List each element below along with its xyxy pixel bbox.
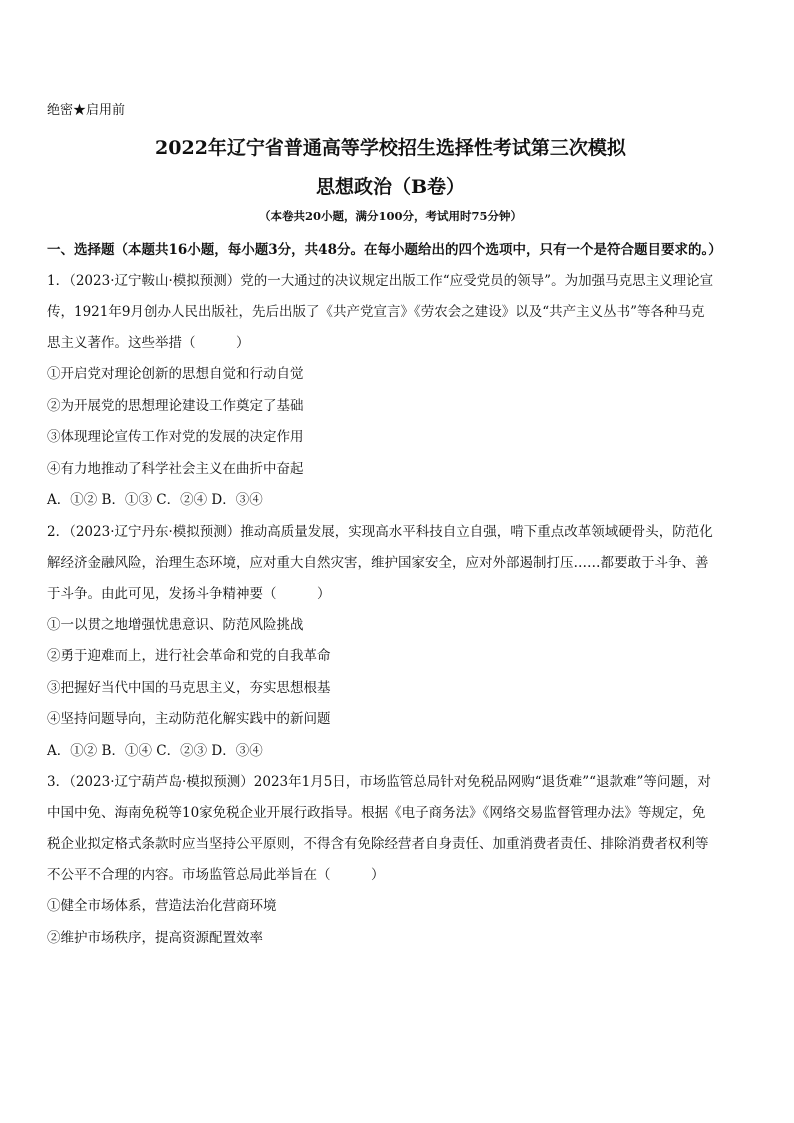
question-stem: 1．（2023·辽宁鞍山·模拟预测）党的一大通过的决议规定出版工作“应受党员的领导”。为加强马克思主义理论宣传，1921年9月创办人民出版社，先后出版了《共产党宣言》《劳农会之建设》以及“共产主义丛书”等各种马克思主义著作。这些举措（ ） <box>47 273 714 351</box>
answer-choices: A．①② B．①④ C．②③ D．③④ <box>47 742 263 759</box>
answer-choices: A．①② B．①③ C．②④ D．③④ <box>47 492 263 508</box>
statement-option: ①健全市场体系，营造法治化营商环境 <box>47 898 277 914</box>
statement-option: ③体现理论宣传工作对党的发展的决定作用 <box>47 429 304 445</box>
section-heading: 一、选择题（本题共16小题，每小题3分，共48分。在每小题给出的四个选项中，只有一个是符合题目要求的。） <box>47 242 722 258</box>
statement-option: ②为开展党的思想理论建设工作奠定了基础 <box>47 397 304 414</box>
question-2 <box>47 517 716 768</box>
statement-option: ②勇于迎难而上，进行社会革命和党的自我革命 <box>47 648 331 664</box>
question-stem: 2．（2023·辽宁丹东·模拟预测）推动高质量发展，实现高水平科技自立自强，啃下重点改革领域硬骨头，防范化解经济金融风险，治理生态环境，应对重大自然灾害，维护国家安全，应对外部遏制打压……都要敢于斗争、善于斗争。由此可见，发扬斗争精神要（ ） <box>47 523 713 602</box>
question-stem: 3．（2023·辽宁葫芦岛·模拟预测）2023年1月5日，市场监管总局针对免税品网购“退货难”“退款难”等问题，对中国中免、海南免税等10家免税企业开展行政指导。根据《电子商务法》《网络交易监督管理办法》等规定，免税企业拟定格式条款时应当坚持公平原则，不得含有免除经营者自身责任、加重消费者责任、排除消费者权利等不公平不合理的内容。市场监管总局此举旨在（ ） <box>47 774 711 883</box>
secret-label: 绝密★启用前 <box>47 103 126 118</box>
exam-subtitle: 思想政治（B卷） <box>315 176 466 198</box>
statement-option: ④坚持问题导向，主动防范化解实践中的新问题 <box>47 711 331 727</box>
statement-option: ④有力地推动了科学社会主义在曲折中奋起 <box>47 460 304 477</box>
statement-option: ①一以贯之地增强忧患意识、防范风险挑战 <box>47 616 304 633</box>
question-3 <box>47 767 716 954</box>
statement-option: ②维护市场秩序，提高资源配置效率 <box>47 929 263 946</box>
statement-option: ①开启党对理论创新的思想自觉和行动自觉 <box>47 366 304 382</box>
question-1 <box>47 266 716 517</box>
exam-title: 2022年辽宁省普通高等学校招生选择性考试第三次模拟 <box>155 137 626 159</box>
statement-option: ③把握好当代中国的马克思主义，夯实思想根基 <box>47 679 331 696</box>
exam-note: （本卷共20小题，满分100分，考试用时75分钟） <box>258 209 522 223</box>
